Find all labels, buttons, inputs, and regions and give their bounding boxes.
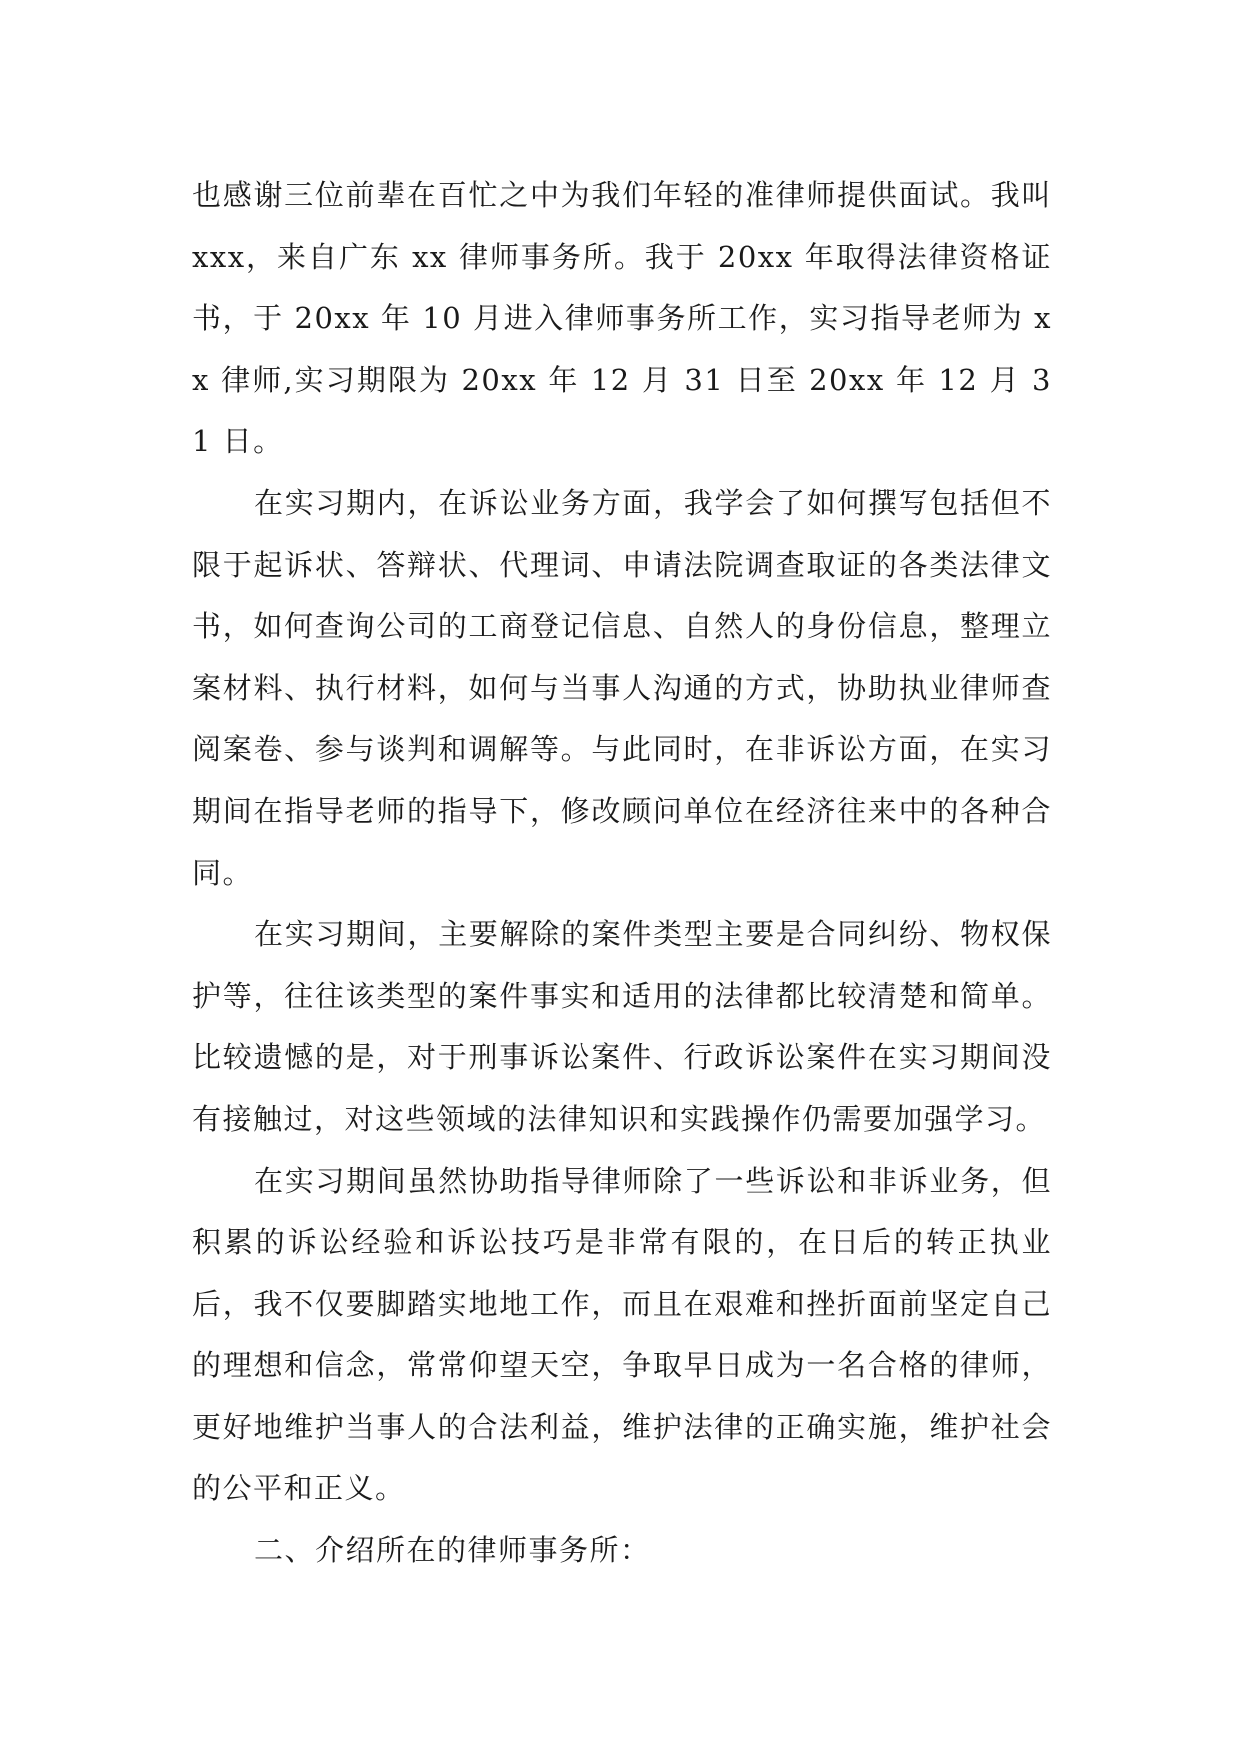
- paragraph-litigation-work: 在实习期内，在诉讼业务方面，我学会了如何撰写包括但不限于起诉状、答辩状、代理词、申请法院调查取证的各类法律文书，如何查询公司的工商登记信息、自然人的身份信息，整理立案材料、执行材料，如何与当事人沟通的方式，协助执业律师查阅案卷、参与谈判和调解等。与此同时，在非诉讼方面，在实习期间在指导老师的指导下，修改顾问单位在经济往来中的各种合同。: [192, 485, 1052, 890]
- section-heading-law-firm: 二、介绍所在的律师事务所：: [254, 1533, 651, 1568]
- paragraph-case-types: 在实习期间，主要解除的案件类型主要是合同纠纷、物权保护等，往往该类型的案件事实和适用的法律都比较清楚和简单。比较遗憾的是，对于刑事诉讼案件、行政诉讼案件在实习期间没有接触过，对这些领域的法律知识和实践操作仍需要加强学习。: [192, 917, 1052, 1136]
- document-body: [192, 165, 1052, 1582]
- paragraph-self-introduction: 也感谢三位前辈在百忙之中为我们年轻的准律师提供面试。我叫 xxx，来自广东 xx 律师事务所。我于 20xx 年取得法律资格证书，于 20xx 年 10 月进入律师事务所工作，实习指导老师为 xx 律师,实习期限为 20xx 年 12 月 31 日至 20xx 年 12 月 31 日。: [192, 178, 1052, 459]
- paragraph-future-goals: 在实习期间虽然协助指导律师除了一些诉讼和非诉业务，但积累的诉讼经验和诉讼技巧是非常有限的，在日后的转正执业后，我不仅要脚踏实地地工作，而且在艰难和挫折面前坚定自己的理想和信念，常常仰望天空，争取早日成为一名合格的律师，更好地维护当事人的合法利益，维护法律的正确实施，维护社会的公平和正义。: [192, 1163, 1052, 1506]
